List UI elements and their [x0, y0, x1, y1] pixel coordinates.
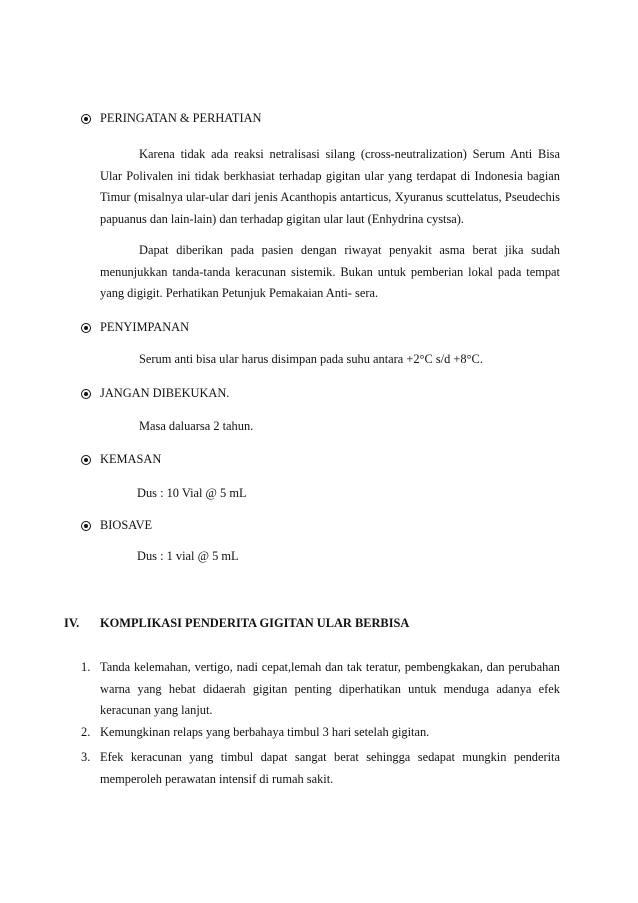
paragraph: Dus : 10 Vial @ 5 mL	[137, 486, 247, 500]
paragraph: Dapat diberikan pada pasien dengan riwayat penyakit asma berat jika sudah menunjukkan tanda-tanda keracunan sistemik. Bukan untuk pemberian lokal pada tempat yang digigit. Perhatikan Petunjuk Pemakaian Anti- sera.	[100, 243, 560, 300]
section-number: IV.	[64, 616, 80, 630]
list-item	[81, 657, 560, 722]
list-text: Kemungkinan relaps yang berbahaya timbul 3 hari setelah gigitan.	[100, 725, 430, 739]
bullet-penyimpanan	[81, 320, 189, 335]
bullet-biosave	[81, 518, 152, 533]
bullet-peringatan	[81, 111, 261, 126]
section-heading	[64, 616, 409, 631]
list-item	[81, 722, 560, 744]
paragraph: Masa daluarsa 2 tahun.	[139, 419, 254, 433]
list-item	[81, 747, 560, 790]
bullet-title: PERINGATAN & PERHATIAN	[100, 111, 262, 125]
bullet-kemasan	[81, 452, 161, 467]
circled-dot-bullet-icon	[81, 114, 91, 124]
list-number: 3.	[81, 750, 91, 764]
list-text: Tanda kelemahan, vertigo, nadi cepat,lemah dan tak teratur, pembengkakan, dan perubahan warna yang hebat didaerah gigitan penting diperhatikan untuk menduga adanya efek keracunan yang lanjut.	[100, 660, 560, 717]
paragraph: Dus : 1 vial @ 5 mL	[137, 549, 239, 563]
bullet-title: PENYIMPANAN	[100, 320, 190, 334]
circled-dot-bullet-icon	[81, 323, 91, 333]
paragraph: Karena tidak ada reaksi netralisasi silang (cross-neutralization) Serum Anti Bisa Ular Polivalen ini tidak berkhasiat terhadap gigitan ular yang terdapat di Indonesia bagian Timur (misalnya ular-ular dari jenis Acanthopis antarticus, Xyuranus scuttelatus, Pseudechis papuanus dan lain-lain) dan terhadap gigitan ular laut (Enhydrina cystsa).	[100, 147, 560, 226]
bullet-jangan-dibekukan	[81, 386, 229, 401]
circled-dot-bullet-icon	[81, 455, 91, 465]
section-title: KOMPLIKASI PENDERITA GIGITAN ULAR BERBISA	[100, 616, 410, 630]
paragraph: Serum anti bisa ular harus disimpan pada suhu antara +2°C s/d +8°C.	[139, 352, 483, 366]
circled-dot-bullet-icon	[81, 521, 91, 531]
list-number: 2.	[81, 725, 91, 739]
bullet-title: BIOSAVE	[100, 518, 153, 532]
list-number: 1.	[81, 660, 91, 674]
circled-dot-bullet-icon	[81, 389, 91, 399]
list-text: Efek keracunan yang timbul dapat sangat berat sehingga sedapat mungkin penderita memperoleh perawatan intensif di rumah sakit.	[100, 750, 560, 786]
bullet-title: JANGAN DIBEKUKAN.	[100, 386, 230, 400]
bullet-title: KEMASAN	[100, 452, 162, 466]
